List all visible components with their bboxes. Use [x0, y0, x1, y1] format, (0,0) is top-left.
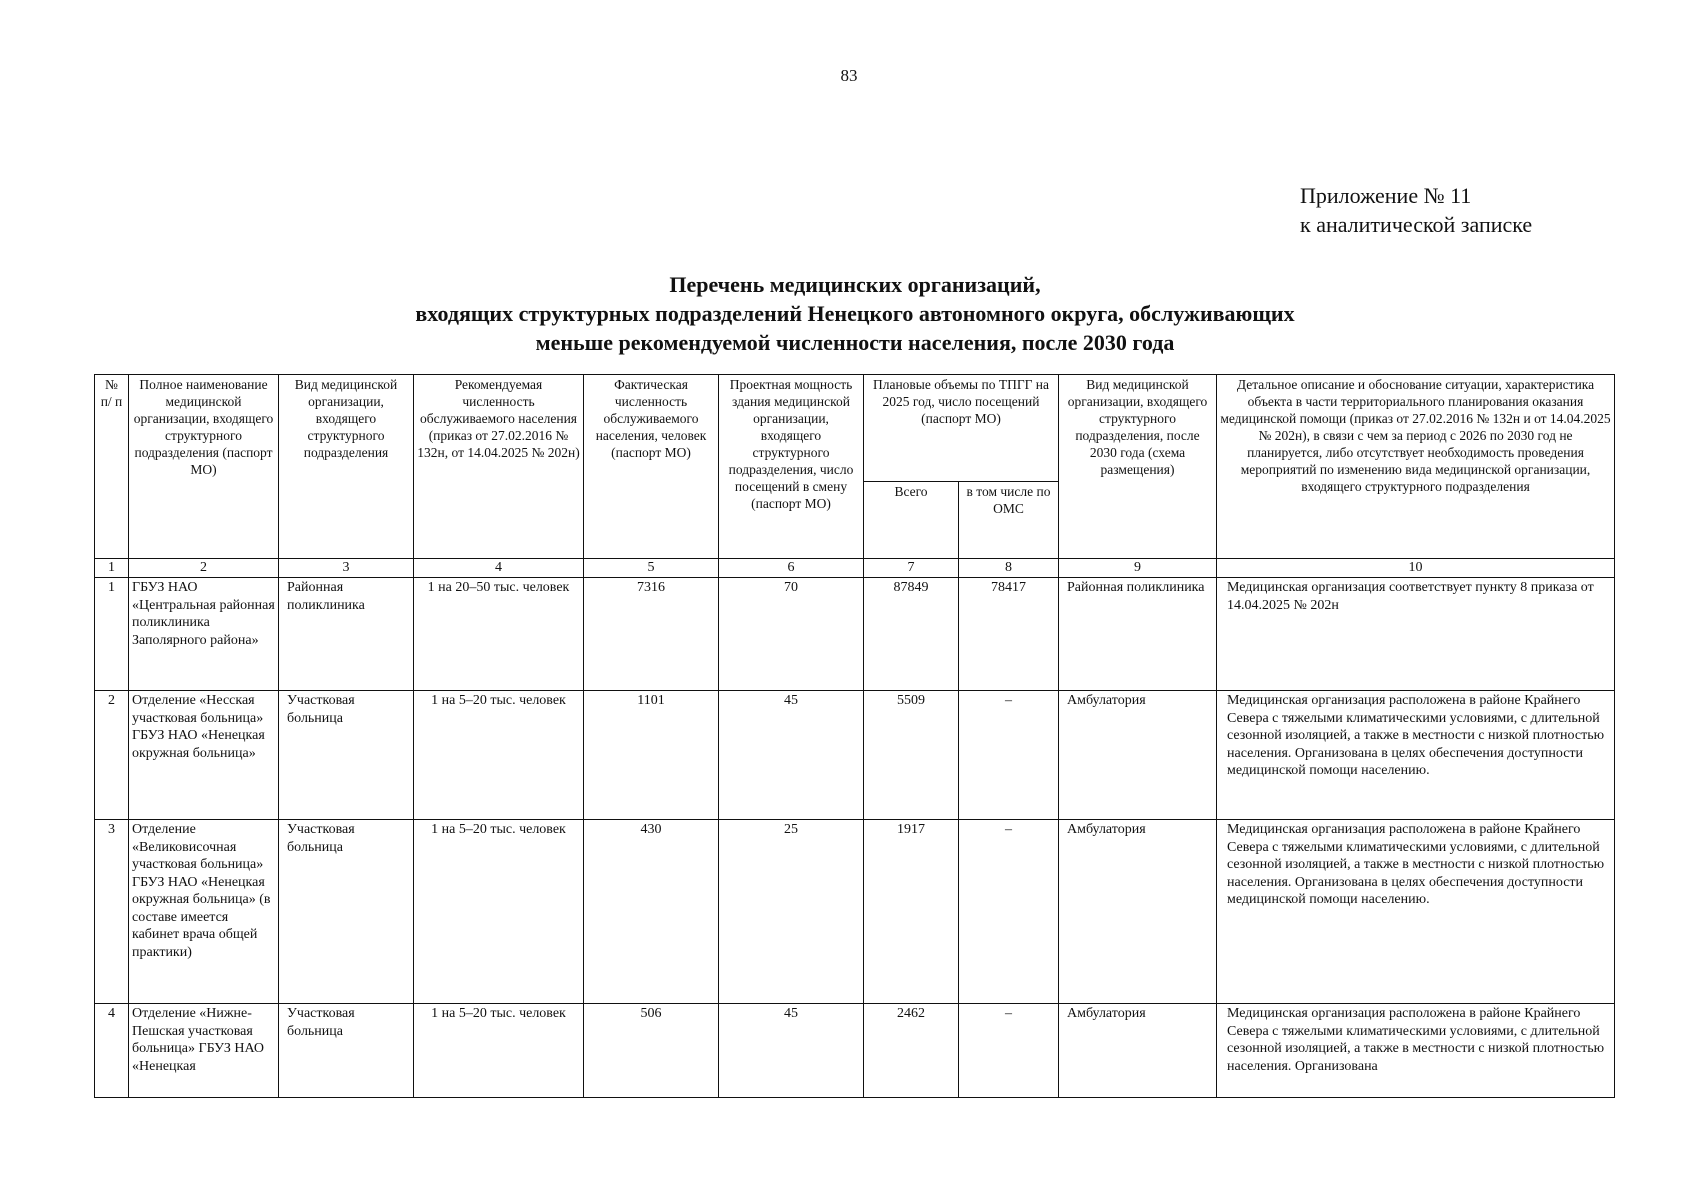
row-number: 3: [95, 820, 129, 1004]
planned-total: 5509: [864, 691, 959, 820]
org-name: Отделение «Нижне-Пешская участковая больница» ГБУЗ НАО «Ненецкая: [129, 1004, 279, 1098]
description: Медицинская организация расположена в районе Крайнего Севера с тяжелыми климатическими условиями, с длительной сезонной изоляцией, а также в местности с низкой плотностью населения. Организована в целях обеспечения доступности медицинской помощи населению.: [1217, 820, 1615, 1004]
header-org-type: Вид медицинской организации, входящего структурного подразделения: [279, 375, 414, 559]
table-row: [95, 691, 1615, 820]
organizations-table: [94, 374, 1615, 1098]
appendix-label: [1300, 181, 1532, 239]
org-name: Отделение «Великовисочная участковая больница» ГБУЗ НАО «Ненецкая окружная больница» (в составе имеется кабинет врача общей практики): [129, 820, 279, 1004]
column-number: 3: [279, 559, 414, 578]
type-after-2030: Районная поликлиника: [1059, 578, 1217, 691]
page-number: 83: [840, 66, 858, 85]
type-after-2030: Амбулатория: [1059, 820, 1217, 1004]
title-line-1: Перечень медицинских организаций,: [669, 272, 1041, 297]
org-type: Участковая больница: [279, 691, 414, 820]
column-number: 6: [719, 559, 864, 578]
column-number: 1: [95, 559, 129, 578]
design-capacity: 25: [719, 820, 864, 1004]
org-name: Отделение «Несская участковая больница» ГБУЗ НАО «Ненецкая окружная больница»: [129, 691, 279, 820]
description: Медицинская организация расположена в районе Крайнего Севера с тяжелыми климатическими условиями, с длительной сезонной изоляцией, а также в местности с низкой плотностью населения. Организована в целях обеспечения доступности медицинской помощи населению.: [1217, 691, 1615, 820]
actual-population: 1101: [584, 691, 719, 820]
table-row: [95, 578, 1615, 691]
column-number: 7: [864, 559, 959, 578]
header-oms: в том числе по ОМС: [959, 482, 1059, 559]
header-total: Всего: [864, 482, 959, 559]
recommended-population: 1 на 5–20 тыс. человек: [414, 820, 584, 1004]
row-number: 4: [95, 1004, 129, 1098]
planned-total: 2462: [864, 1004, 959, 1098]
header-description: Детальное описание и обоснование ситуации, характеристика объекта в части территориального планирования оказания медицинской помощи (приказ от 27.02.2016 № 132н и от 14.04.2025 № 202н), в связи с чем за период с 2026 по 2030 год не планируется, либо отсутствует необходимость проведения мероприятий по изменению вида медицинской организации, входящего структурного подразделения: [1217, 375, 1615, 559]
recommended-population: 1 на 20–50 тыс. человек: [414, 578, 584, 691]
column-number: 4: [414, 559, 584, 578]
org-name: ГБУЗ НАО «Центральная районная поликлиника Заполярного района»: [129, 578, 279, 691]
actual-population: 430: [584, 820, 719, 1004]
actual-population: 506: [584, 1004, 719, 1098]
table-row: [95, 820, 1615, 1004]
title-line-3: меньше рекомендуемой численности населения, после 2030 года: [535, 330, 1175, 355]
design-capacity: 45: [719, 691, 864, 820]
design-capacity: 70: [719, 578, 864, 691]
row-number: 1: [95, 578, 129, 691]
appendix-line-1: Приложение № 11: [1300, 183, 1472, 208]
header-actual-population: Фактическая численность обслуживаемого населения, человек (паспорт МО): [584, 375, 719, 559]
org-type: Участковая больница: [279, 820, 414, 1004]
header-design-capacity: Проектная мощность здания медицинской организации, входящего структурного подразделения, число посещений в смену (паспорт МО): [719, 375, 864, 559]
design-capacity: 45: [719, 1004, 864, 1098]
header-type-after-2030: Вид медицинской организации, входящего структурного подразделения, после 2030 года (схема размещения): [1059, 375, 1217, 559]
planned-oms: –: [959, 1004, 1059, 1098]
table-row: [95, 1004, 1615, 1098]
planned-total: 87849: [864, 578, 959, 691]
recommended-population: 1 на 5–20 тыс. человек: [414, 691, 584, 820]
header-number: № п/ п: [95, 375, 129, 559]
column-number: 8: [959, 559, 1059, 578]
type-after-2030: Амбулатория: [1059, 691, 1217, 820]
recommended-population: 1 на 5–20 тыс. человек: [414, 1004, 584, 1098]
description: Медицинская организация расположена в районе Крайнего Севера с тяжелыми климатическими условиями, с длительной сезонной изоляцией, а также в местности с низкой плотностью населения. Организована: [1217, 1004, 1615, 1098]
column-number: 5: [584, 559, 719, 578]
planned-oms: –: [959, 691, 1059, 820]
type-after-2030: Амбулатория: [1059, 1004, 1217, 1098]
document-title: [0, 270, 1698, 357]
column-number: 10: [1217, 559, 1615, 578]
column-number: 2: [129, 559, 279, 578]
column-number: 9: [1059, 559, 1217, 578]
planned-oms: –: [959, 820, 1059, 1004]
actual-population: 7316: [584, 578, 719, 691]
org-type: Районная поликлиника: [279, 578, 414, 691]
org-type: Участковая больница: [279, 1004, 414, 1098]
row-number: 2: [95, 691, 129, 820]
header-full-name: Полное наименование медицинской организации, входящего структурного подразделения (паспорт МО): [129, 375, 279, 559]
appendix-line-2: к аналитической записке: [1300, 212, 1533, 237]
description: Медицинская организация соответствует пункту 8 приказа от 14.04.2025 № 202н: [1217, 578, 1615, 691]
title-line-2: входящих структурных подразделений Ненецкого автономного округа, обслуживающих: [415, 301, 1295, 326]
header-planned-volumes: Плановые объемы по ТПГГ на 2025 год, число посещений (паспорт МО): [864, 375, 1059, 482]
planned-oms: 78417: [959, 578, 1059, 691]
header-recommended-population: Рекомендуемая численность обслуживаемого населения (приказ от 27.02.2016 № 132н, от 14.04.2025 № 202н): [414, 375, 584, 559]
planned-total: 1917: [864, 820, 959, 1004]
